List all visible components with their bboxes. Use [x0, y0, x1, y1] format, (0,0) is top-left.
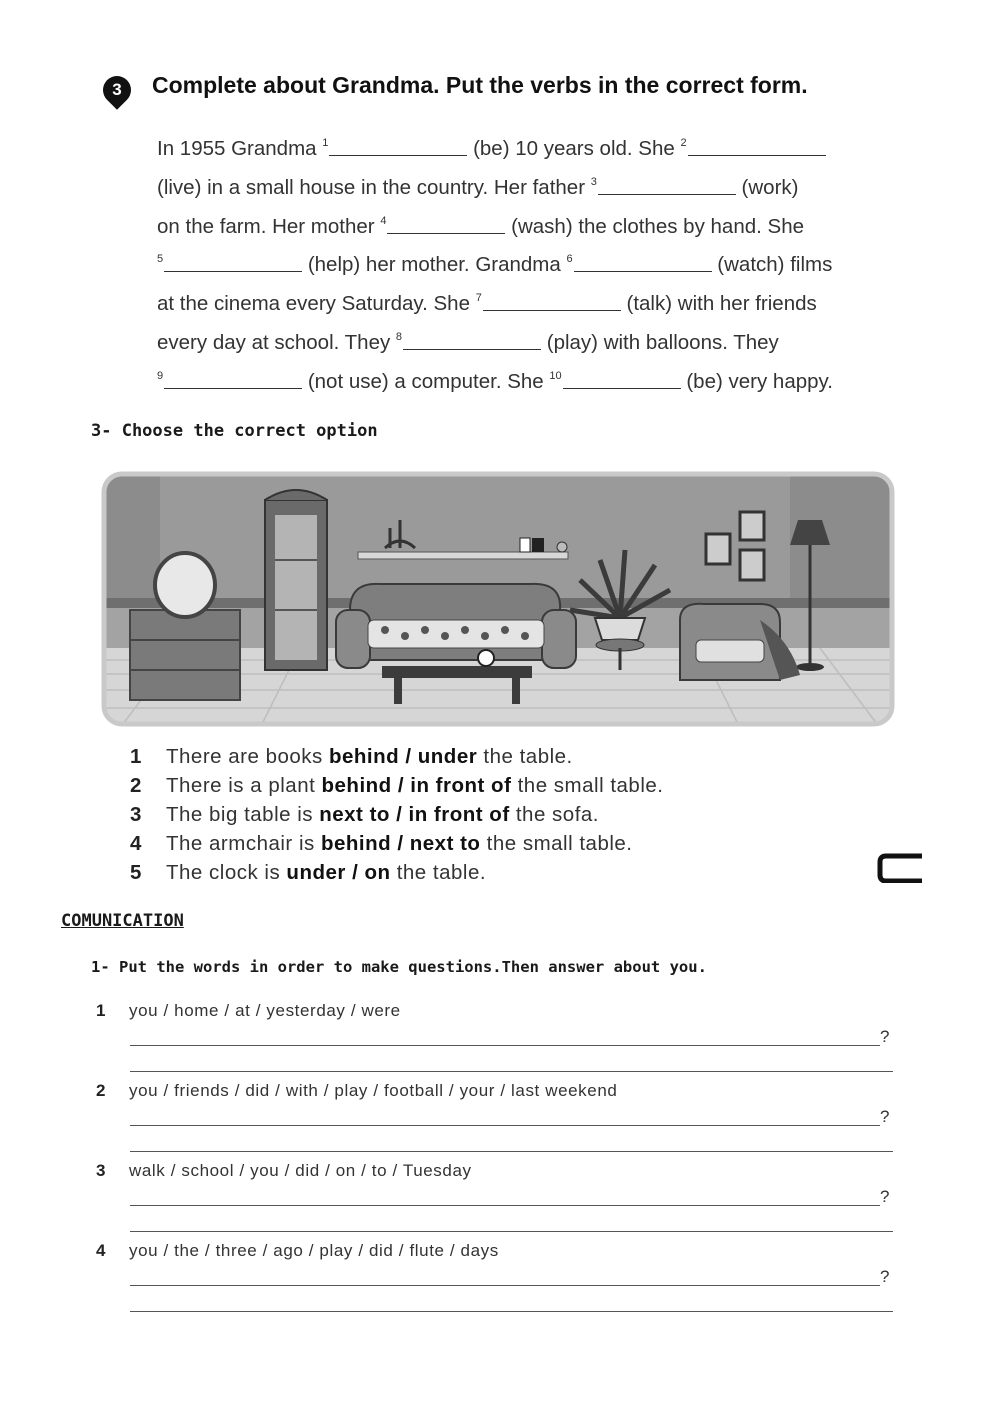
question-answer-line[interactable] [130, 1205, 880, 1206]
option-item: 3 The big table is next to / in front of the sofa. [130, 803, 599, 826]
blank-9[interactable] [164, 372, 302, 389]
blank-7[interactable] [483, 294, 621, 311]
gapfill-line-3: on the farm. Her mother $^4$ (wash) the clothes by hand. She [157, 215, 804, 238]
exercise-title: Complete about Grandma. Put the verbs in the correct form. [152, 72, 808, 98]
exercise-number: 3 [112, 80, 122, 99]
blank-10[interactable] [563, 372, 681, 389]
option-choice[interactable]: under / on [286, 861, 391, 884]
gapfill-line-5: at the cinema every Saturday. She $^7$ (talk) with her friends [157, 292, 817, 315]
question-prompt: 1 you / home / at / yesterday / were [96, 1001, 401, 1020]
answer-line[interactable] [130, 1231, 893, 1232]
answer-line[interactable] [130, 1151, 893, 1152]
blank-1[interactable] [329, 139, 467, 156]
gapfill-line-6: every day at school. They $^8$ (play) with balloons. They [157, 331, 779, 354]
gapfill-line-2: (live) in a small house in the country. Her father $^3$ (work) [157, 176, 799, 199]
question-prompt: 4 you / the / three / ago / play / did / flute / days [96, 1241, 499, 1260]
blank-8[interactable] [403, 333, 541, 350]
blank-6[interactable] [574, 255, 712, 272]
bracket-mark [876, 853, 922, 883]
gapfill-line-7: $^9$ (not use) a computer. She $^{10}$ (be) very happy. [157, 370, 833, 393]
option-item: 4 The armchair is behind / next to the small table. [130, 832, 633, 855]
option-choice[interactable]: behind / next to [320, 832, 481, 855]
question-prompt: 3 walk / school / you / did / on / to / Tuesday [96, 1161, 472, 1180]
answer-line[interactable] [130, 1311, 893, 1312]
question-answer-line[interactable] [130, 1285, 880, 1286]
blank-5[interactable] [164, 255, 302, 272]
option-item: 5 The clock is under / on the table. [130, 861, 487, 884]
option-choice[interactable]: behind / in front of [321, 774, 512, 797]
living-room-picture [100, 470, 896, 728]
communication-heading: COMUNICATION [61, 911, 184, 931]
question-mark: ? [880, 1107, 890, 1126]
question-mark: ? [880, 1027, 890, 1046]
question-mark: ? [880, 1267, 890, 1286]
option-choice[interactable]: behind / under [328, 745, 478, 768]
option-item: 2 There is a plant behind / in front of the small table. [130, 774, 664, 797]
answer-line[interactable] [130, 1071, 893, 1072]
gapfill-line-4: $^5$ (help) her mother. Grandma $^6$ (watch) films [157, 253, 833, 276]
communication-instruction: 1- Put the words in order to make questions.Then answer about you. [91, 958, 707, 976]
blank-4[interactable] [387, 217, 505, 234]
question-answer-line[interactable] [130, 1045, 880, 1046]
option-item: 1 There are books behind / under the table. [130, 745, 573, 768]
blank-2[interactable] [688, 139, 826, 156]
gapfill-line-1: In 1955 Grandma $^1$ (be) 10 years old. She $^2$ [157, 130, 826, 162]
question-answer-line[interactable] [130, 1125, 880, 1126]
blank-3[interactable] [598, 178, 736, 195]
choose-heading: 3- Choose the correct option [91, 421, 378, 441]
question-mark: ? [880, 1187, 890, 1206]
option-choice[interactable]: next to / in front of [319, 803, 510, 826]
question-prompt: 2 you / friends / did / with / play / football / your / last weekend [96, 1081, 618, 1100]
